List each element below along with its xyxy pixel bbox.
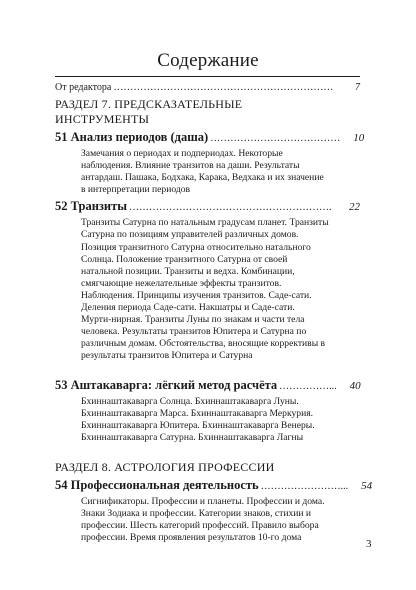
toc-entry — [55, 199, 360, 362]
table-of-contents — [55, 76, 373, 544]
toc-entry-row — [55, 81, 360, 94]
description-line: Позиция транзитного Сатурна относительно натального — [81, 241, 311, 253]
description-line: антардаш. Пашака, Бодхака, Карака, Ведхака и их значение — [81, 172, 324, 184]
toc-page-number: 40 — [349, 379, 361, 392]
toc-entry-row — [55, 378, 360, 394]
toc-entry — [55, 81, 360, 94]
description-line: Сигнификаторы. Профессии и планеты. Профессии и дома. — [81, 495, 325, 507]
toc-entry-row — [55, 199, 360, 215]
spacer — [55, 363, 360, 375]
toc-entry — [55, 363, 360, 444]
description-line: Бхиннаштакаварга Солнца. Бхиннаштакаварга Луны. — [81, 395, 299, 407]
description-line: профессии. Время проявления результатов 10-го дома — [81, 532, 302, 544]
description-line: Транзиты Сатурна по натальным градусам планет. Транзиты — [81, 217, 329, 229]
toc-entry — [55, 130, 365, 196]
description-line: Знаки Зодиака и профессии. Категории знаков, стихии и — [81, 507, 312, 519]
toc-entry-description — [81, 148, 356, 196]
toc-page-number: 22 — [349, 201, 360, 214]
description-line: натальной позиции. Транзиты и ведха. Комбинации, — [81, 265, 295, 277]
toc-entry-row — [55, 130, 365, 146]
description-line: Солнца. Положение транзитного Сатурна от своей — [81, 253, 288, 265]
description-line: результаты транзитов Юпитера и Сатурна — [81, 350, 253, 362]
top-rule — [55, 76, 360, 77]
toc-entry-title: От редактора — [55, 82, 112, 93]
page-title: Содержание — [157, 50, 259, 71]
section-heading — [55, 97, 360, 127]
description-line: различным домам. Обстоятельства, вносящие коррективы в — [81, 338, 326, 350]
description-line: Сатурна по позициям управителей различных домов. — [81, 229, 299, 241]
description-line: Наблюдения. Принципы изучения транзитов. Саде-сати. — [81, 289, 312, 301]
toc-leader-dots: ……………... — [279, 380, 337, 392]
description-line: Бхиннаштакаварга Сатурна. Бхиннаштакаварга Лагны — [81, 431, 304, 443]
description-line: Бхиннаштакаварга Марса. Бхиннаштакаварга Меркурия. — [81, 407, 314, 419]
description-line: наблюдения. Влияние транзитов на даши. Результаты — [81, 160, 300, 172]
description-line: смягчающие нежелательные эффекты транзитов. — [81, 277, 282, 289]
page-number: 3 — [366, 538, 372, 550]
section-heading-line: РАЗДЕЛ 7. ПРЕДСКАЗАТЕЛЬНЫЕ — [55, 97, 243, 111]
toc-entry-title: 51 Анализ периодов (даша) — [55, 130, 209, 144]
toc-entry-description — [81, 496, 356, 544]
description-line: Деления периода Саде-сати. Накшатры и Саде-сати. — [81, 302, 295, 314]
toc-page-number: 10 — [353, 132, 365, 144]
toc-leader-dots: ………………………………………………………… — [113, 82, 334, 93]
toc-leader-dots: ……………………………………………………. — [129, 202, 332, 214]
description-line: Мурти-нирная. Транзиты Луны по знакам и части тела — [81, 314, 305, 326]
toc-leader-dots: ………………………………… — [210, 133, 341, 144]
section-heading — [55, 460, 360, 475]
toc-entry-row — [55, 477, 373, 494]
toc-entry-title: 53 Аштакаварга: лёгкий метод расчёта — [55, 377, 278, 392]
toc-entry — [55, 477, 373, 544]
toc-entry-description — [81, 217, 356, 362]
toc-entry-description — [81, 396, 356, 444]
description-line: Замечания о периодах и подпериодах. Некоторые — [81, 148, 283, 159]
toc-page-number: 54 — [361, 479, 373, 492]
toc-entries — [55, 81, 373, 544]
description-line: профессии. Шесть категорий профессий. Правило выбора — [81, 520, 319, 532]
description-line: Бхиннаштакаварга Юпитера. Бхиннаштакаварга Венеры. — [81, 419, 315, 431]
description-line: человека. Результаты транзитов Юпитера и Сатурна по — [81, 326, 307, 338]
section-heading-line: ИНСТРУМЕНТЫ — [55, 112, 150, 126]
section-heading-line: РАЗДЕЛ 8. АСТРОЛОГИЯ ПРОФЕССИИ — [55, 459, 275, 474]
description-line: в интерпретации периодов — [81, 184, 191, 196]
toc-leader-dots: ……………………... — [260, 480, 349, 492]
toc-entry-title: 54 Профессиональная деятельность — [55, 477, 259, 492]
toc-entry-title: 52 Транзиты — [55, 199, 128, 214]
toc-page-number: 7 — [355, 82, 360, 93]
